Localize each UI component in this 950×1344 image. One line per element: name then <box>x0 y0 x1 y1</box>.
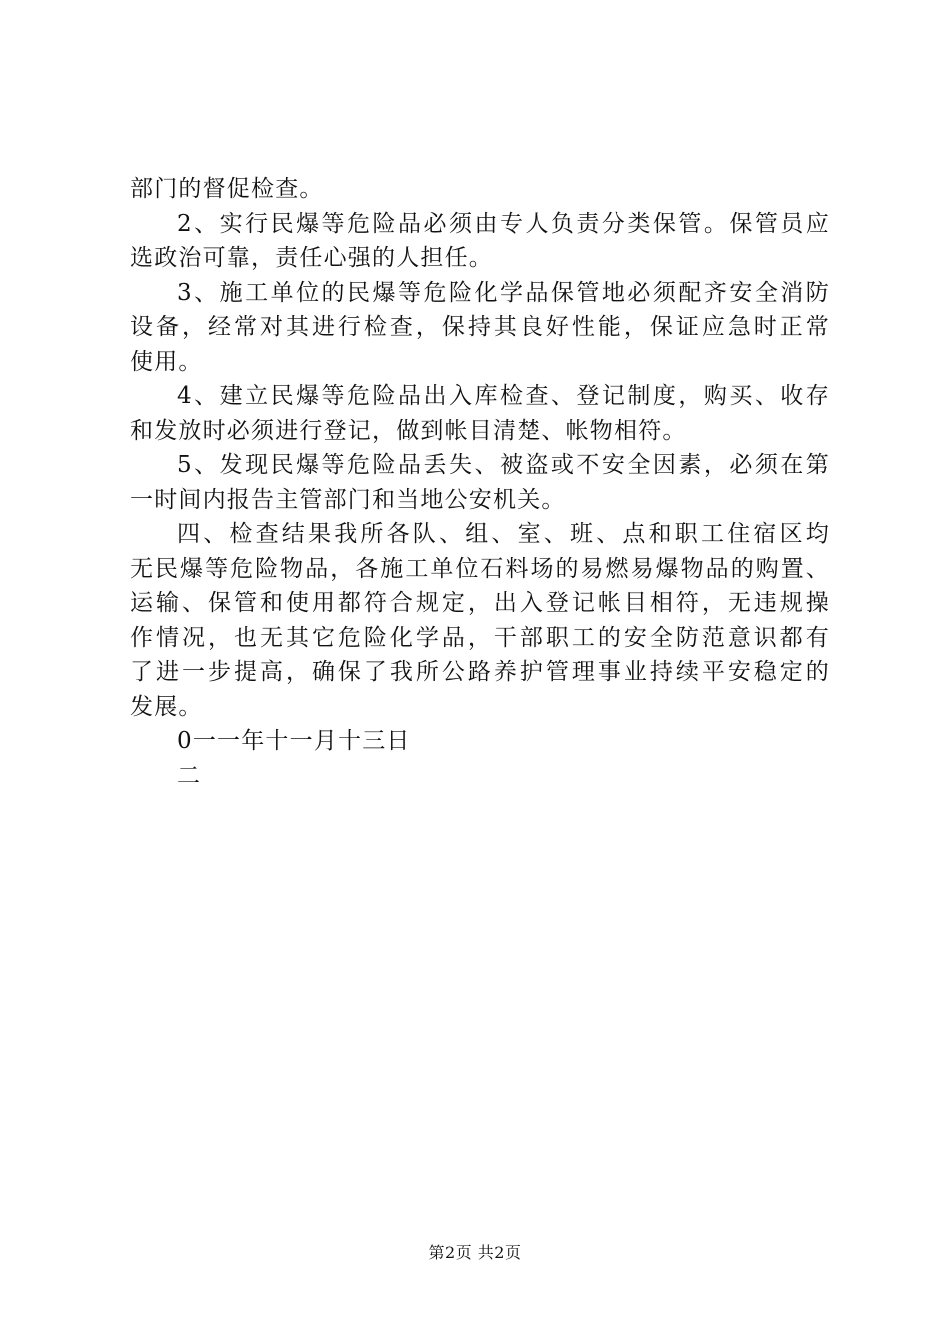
paragraph-line: 使用。 <box>130 348 203 375</box>
paragraph-line: 了进一步提高，确保了我所公路养护管理事业持续平安稳定的 <box>130 659 830 685</box>
paragraph-line: 3、施工单位的民爆等危险化学品保管地必须配齐安全消防 <box>177 279 830 306</box>
paragraph-line: 四、检查结果我所各队、组、室、班、点和职工住宿区均 <box>177 521 830 547</box>
paragraph-line: 运输、保管和使用都符合规定，出入登记帐目相符，无违规操 <box>130 590 830 616</box>
paragraph-line: 设备，经常对其进行检查，保持其良好性能，保证应急时正常 <box>130 314 830 340</box>
page-footer: 第2页 共2页 <box>428 1243 522 1262</box>
document-body <box>130 172 830 793</box>
paragraph-line: 5、发现民爆等危险品丢失、被盗或不安全因素，必须在第 <box>177 452 830 478</box>
date-line: 0一一年十一月十三日 <box>177 728 411 754</box>
trailing-line: 二 <box>177 762 202 789</box>
paragraph-line: 作情况，也无其它危险化学品，干部职工的安全防范意识都有 <box>130 624 830 651</box>
paragraph-line: 一时间内报告主管部门和当地公安机关。 <box>130 486 566 513</box>
paragraph-line: 4、建立民爆等危险品出入库检查、登记制度，购买、收存 <box>177 383 830 409</box>
paragraph-line: 和发放时必须进行登记，做到帐目清楚、帐物相符。 <box>130 417 687 444</box>
paragraph-line: 发展。 <box>130 693 203 720</box>
paragraph-line: 部门的督促检查。 <box>130 176 324 202</box>
paragraph-line: 无民爆等危险物品，各施工单位石料场的易燃易爆物品的购置、 <box>130 555 830 582</box>
paragraph-line: 2、实行民爆等危险品必须由专人负责分类保管。保管员应 <box>177 210 830 237</box>
paragraph-line: 选政治可靠，责任心强的人担任。 <box>130 245 493 271</box>
